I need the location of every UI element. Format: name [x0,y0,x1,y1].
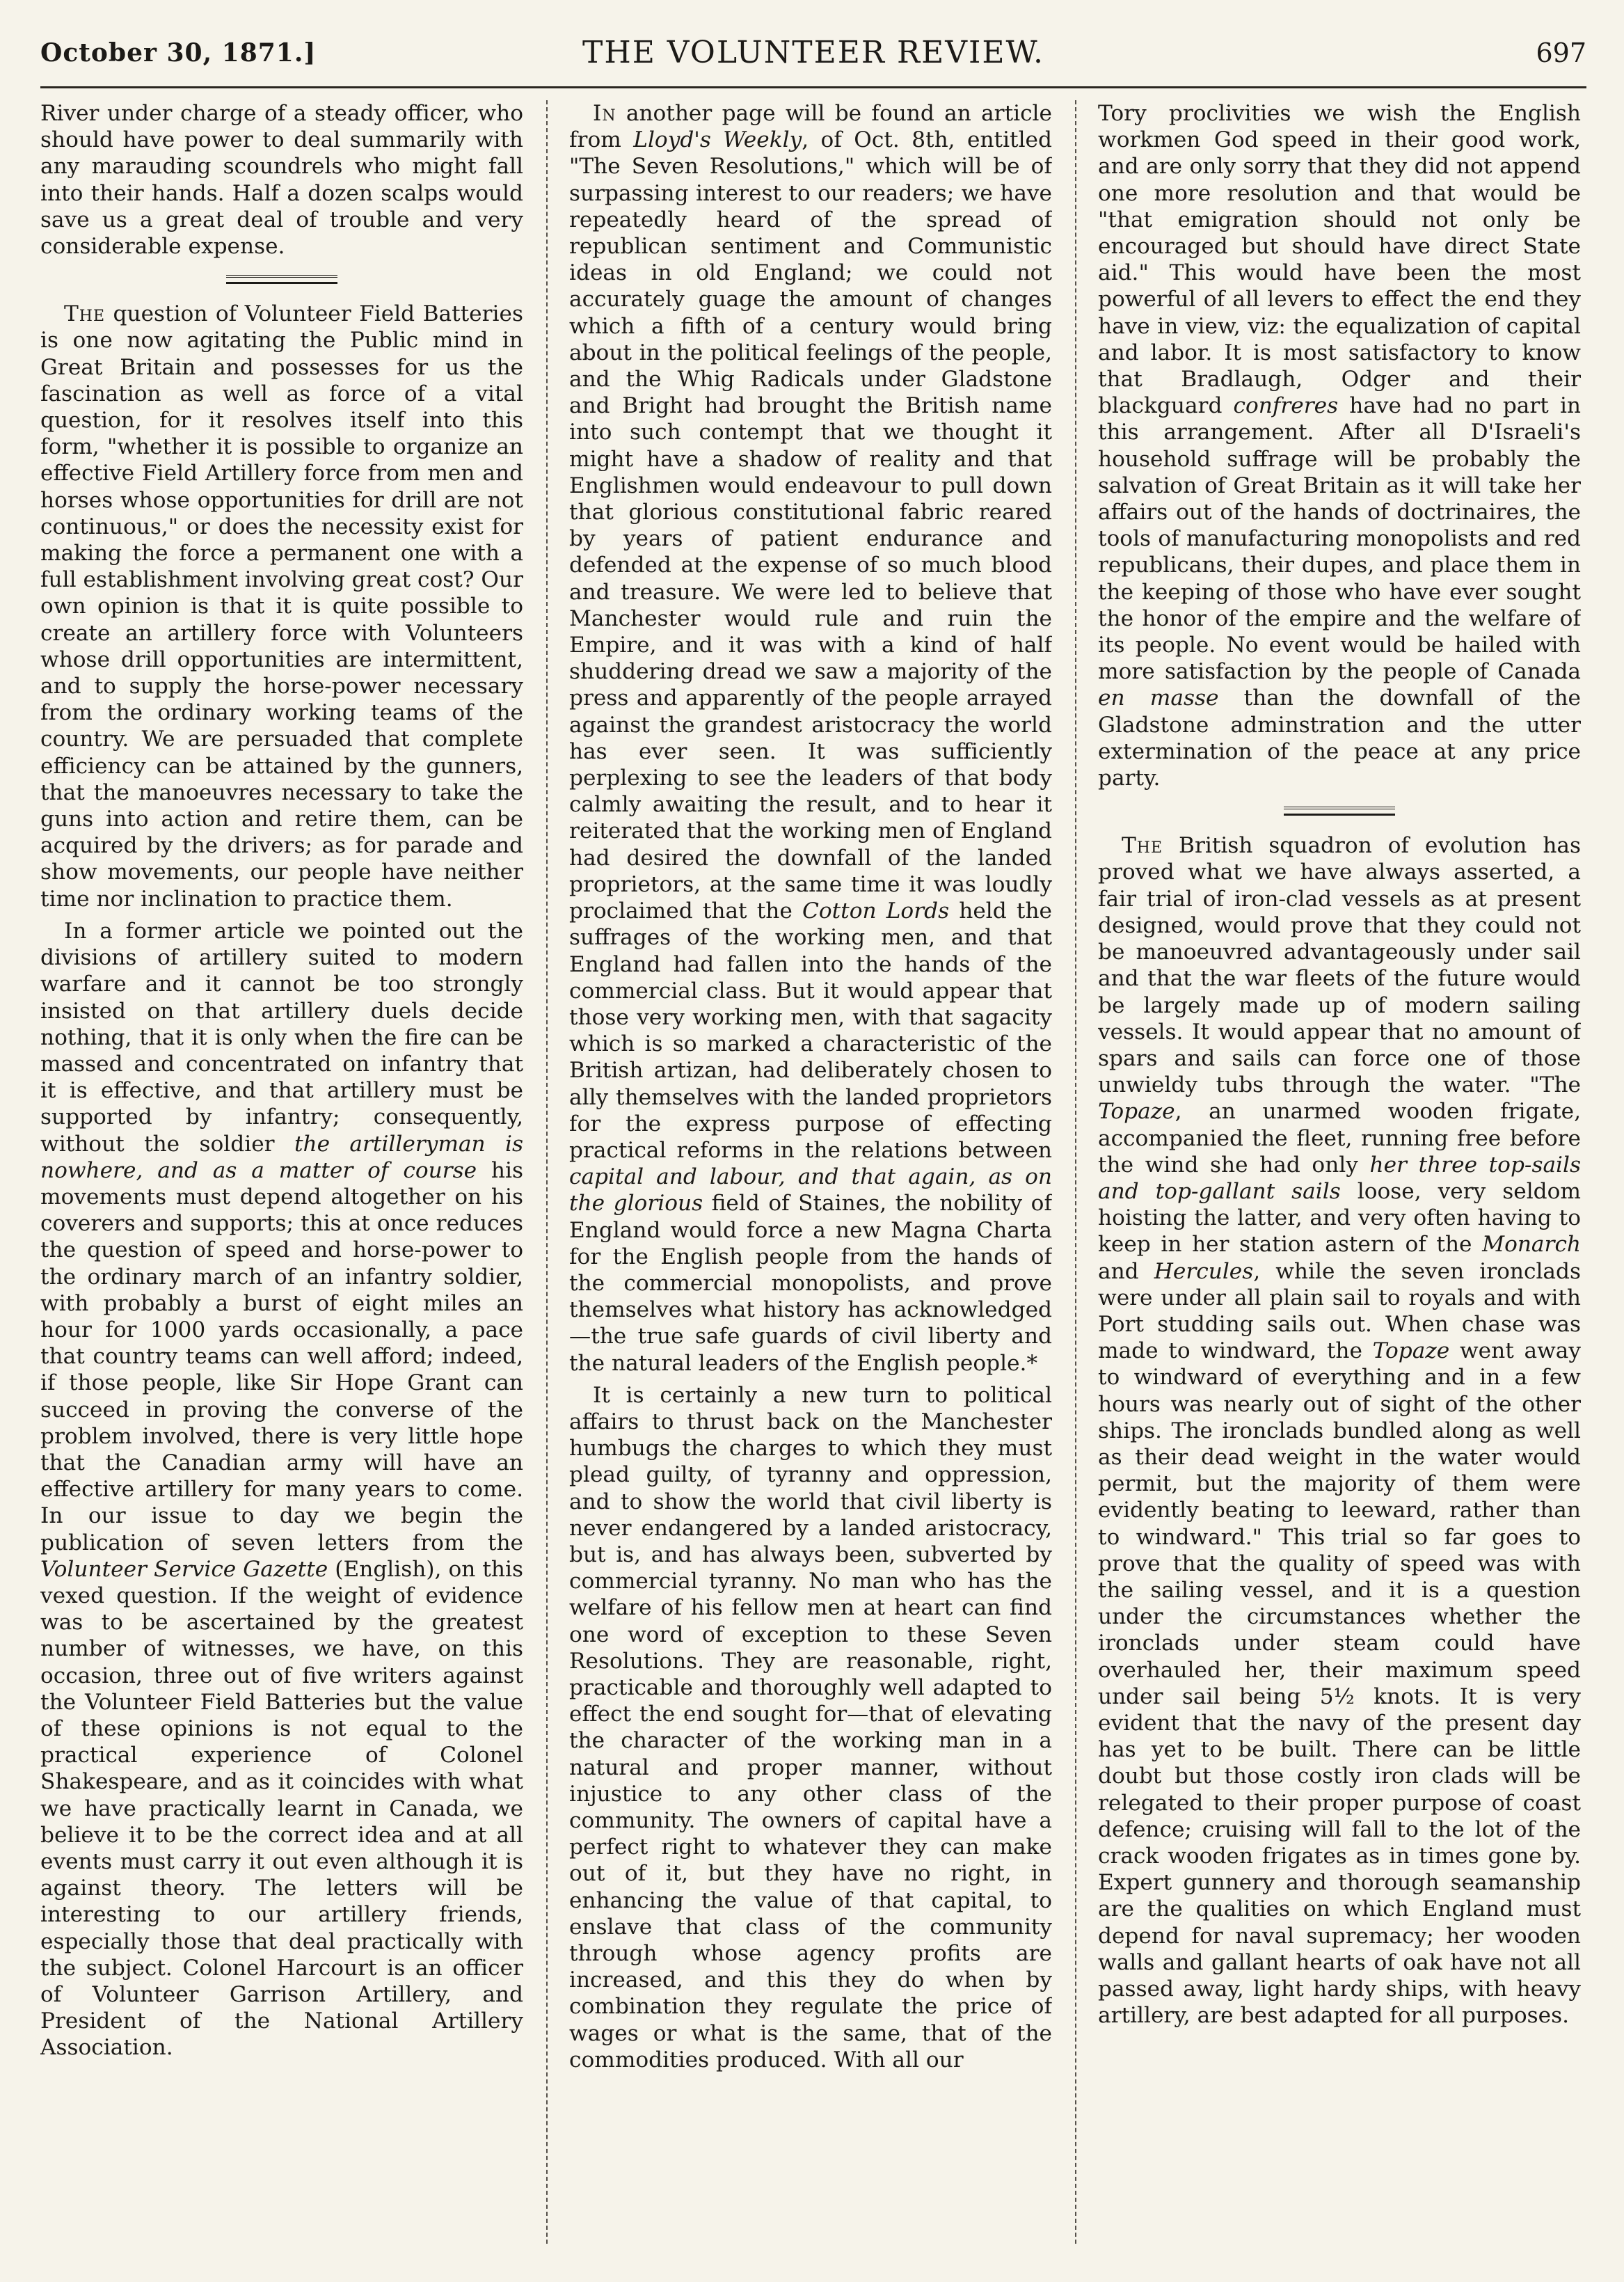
column-divider [546,100,548,2244]
column-3 [1098,100,1581,2251]
column-2 [569,100,1052,2251]
article-separator [226,275,337,284]
newspaper-page [40,31,1586,2258]
issue-date: October 30, 1871.] [40,38,317,68]
article-separator [1284,807,1395,816]
article-paragraph: It is certainly a new turn to political affairs to thrust back on the Manchester humbugs the charges to which they must plead guilty, of tyranny and oppression, and to show the world that civil liberty is never endangered by a landed aristocracy, but is, and has always been, subverted by commercial tyranny. No man who has the welfare of his fellow men at heart can find one word of exception to these Seven Resolutions. They are reasonable, right, practicable and thoroughly well adapted to effect the end sought for—that of elevating the character of the working man in a natural and proper manner, without injustice to any other class of the community. The owners of capital have a perfect right to whatever they can make out of it, but they have no right, in enhancing the value of that capital, to enslave that class of the community through whose agency profits are increased, and this they do when by combination they regulate the price of wages or what is the same, that of the commodities produced. With all our [569,1382,1052,2073]
article-paragraph: The question of Volunteer Field Batteries is one now agitating the Public mind in Great Britain and possesses for us the fascination as well as force of a vital question, for it resolves itself into this form, "whether it is possible to organize an effective Field Artillery force from men and horses whose opportunities for drill are not continuous," or does the necessity exist for making the force a permanent one with a full establishment involving great cost? Our own opinion is that it is quite possible to create an artillery force with Volunteers whose drill opportunities are intermittent, and to supply the horse-power necessary from the ordinary working teams of the country. We are persuaded that complete efficiency can be attained by the gunners, that the manoeuvres necessary to take the guns into action and retire them, can be acquired by the drivers; as for parade and show movements, our people have neither time nor inclination to practice them. [40,301,523,912]
column-divider [1075,100,1076,2244]
page-header [40,31,1586,75]
header-rule [40,86,1586,88]
page-number: 697 [1536,38,1586,68]
masthead-title: THE VOLUNTEER REVIEW. [582,35,1045,70]
article-paragraph: Tory proclivities we wish the English workmen God speed in their good work, and are only sorry that they did not append one more resolution and that would be "that emigration should not only be encouraged but should have direct State aid." This would have been the most powerful of all levers to effect the end they have in view, viz: the equalization of capital and labor. It is most satisfactory to know that Bradlaugh, Odger and their blackguard confreres have had no part in this arrangement. After all D'Israeli's household suffrage will be probably the salvation of Great Britain as it will take her affairs out of the hands of doctrinaires, the tools of manufacturing monopolists and red republicans, their dupes, and place them in the keeping of those who have ever sought the honor of the empire and the welfare of its people. No event would be hailed with more satisfaction by the people of Canada en masse than the downfall of the Gladstone adminstration and the utter extermination of the peace at any price party. [1098,101,1581,791]
article-paragraph: River under charge of a steady officer, who should have power to deal summarily with any marauding scoundrels who might fall into their hands. Half a dozen scalps would save us a great deal of trouble and very considerable expense. [40,101,523,260]
column-1 [40,100,523,2251]
article-paragraph: In a former article we pointed out the divisions of artillery suited to modern warfare and it cannot be too strongly insisted on that artillery duels decide nothing, that it is only when the fire can be massed and concentrated on infantry that it is effective, and that artillery must be supported by infantry; consequently, without the soldier the artilleryman is nowhere, and as a matter of course his movements must depend altogether on his coverers and supports; this at once reduces the question of speed and horse-power to the ordinary march of an infantry soldier, with probably a burst of eight miles an hour for 1000 yards occasionally, a pace that country teams can well afford; indeed, if those people, like Sir Hope Grant can succeed in proving the converse of the problem involved, there is very little hope that the Canadian army will have an effective artillery for many years to come. In our issue to day we begin the publication of seven letters from the Volunteer Service Gazette (English), on this vexed question. If the weight of evidence was to be ascertained by the greatest number of witnesses, we have, on this occasion, three out of five writers against the Volunteer Field Batteries but the value of these opinions is not equal to the practical experience of Colonel Shakespeare, and as it coincides with what we have practically learnt in Canada, we believe it to be the correct idea and at all events must carry it out even although it is against theory. The letters will be interesting to our artillery friends, especially those that deal practically with the subject. Colonel Harcourt is an officer of Volunteer Garrison Artillery, and President of the National Artillery Association. [40,918,523,2061]
article-paragraph: The British squadron of evolution has proved what we have always asserted, a fair trial of iron-clad vessels as at present designed, would prove that they could not be manoeuvred advantageously under sail and that the war fleets of the future would be largely made up of modern sailing vessels. It would appear that no amount of spars and sails can force one of those unwieldy tubs through the water. "The Topaze, an unarmed wooden frigate, accompanied the fleet, running free before the wind she had only her three top-sails and top-gallant sails loose, very seldom hoisting the latter, and very often having to keep in her station astern of the Monarch and Hercules, while the seven ironclads were under all plain sail to royals and with Port studding sails out. When chase was made to windward, the Topaze went away to windward of everything and in a few hours was nearly out of sight of the other ships. The ironclads bundled along as well as their dead weight in the water would permit, but the majority of them were evidently beating to leeward, rather than to windward." This trial so far goes to prove that the quality of speed was with the sailing vessel, and it is a question under the circumstances whether the ironclads under steam could have overhauled her, their maximum speed under sail being 5½ knots. It is very evident that the navy of the present day has yet to be built. There can be little doubt but those costly iron clads will be relegated to their proper purpose of coast defence; cruising will fall to the lot of the crack wooden frigates as in times gone by. Expert gunnery and thorough seamanship are the qualities on which England must depend for naval supremacy; her wooden walls and gallant hearts of oak have not all passed away, light hardy ships, with heavy artillery, are best adapted for all purposes. [1098,833,1581,2029]
article-paragraph: In another page will be found an article from Lloyd's Weekly, of Oct. 8th, entitled "The Seven Resolutions," which will be of surpassing interest to our readers; we have repeatedly heard of the spread of republican sentiment and Communistic ideas in old England; we could not accurately guage the amount of changes which a fifth of a century would bring about in the political feelings of the people, and the Whig Radicals under Gladstone and Bright had brought the British name into such contempt that we thought it might have a shadow of reality and that Englishmen would endeavour to pull down that glorious constitutional fabric reared by years of patient endurance and defended at the expense of so much blood and treasure. We were led to believe that Manchester would rule and ruin the Empire, and it was with a kind of half shuddering dread we saw a majority of the press and apparently of the people arrayed against the grandest aristocracy the world has ever seen. It was sufficiently perplexing to see the leaders of that body calmly awaiting the result, and to hear it reiterated that the working men of England had desired the downfall of the landed proprietors, at the same time it was loudly proclaimed that the Cotton Lords held the suffrages of the working men, and that England had fallen into the hands of the commercial class. But it would appear that those very working men, with that sagacity which is so marked a characteristic of the British artizan, had deliberately chosen to ally themselves with the landed proprietors for the express purpose of effecting practical reforms in the relations between capital and labour, and that again, as on the glorious field of Staines, the nobility of England would force a new Magna Charta for the English people from the hands of the commercial monopolists, and prove themselves what history has acknowledged—the true safe guards of civil liberty and the natural leaders of the English people.* [569,101,1052,1376]
